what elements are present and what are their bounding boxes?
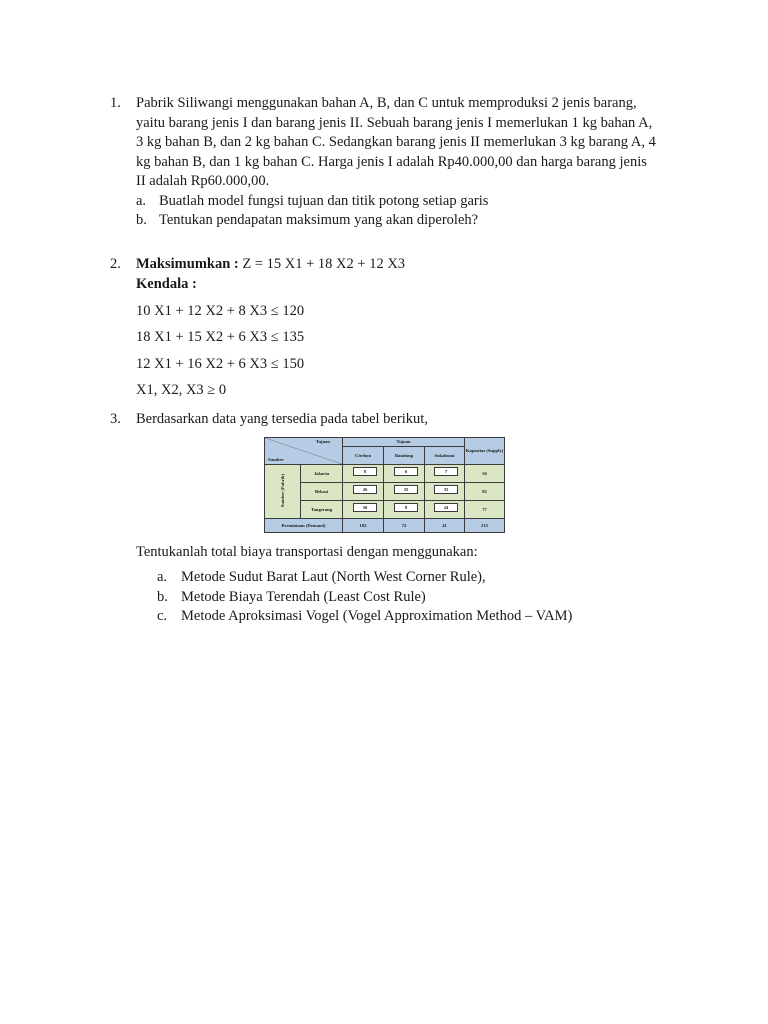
demand-value: 41 bbox=[425, 519, 465, 533]
cost-value: 50 bbox=[353, 503, 377, 512]
cost-value: 26 bbox=[353, 485, 377, 494]
supply-value: 77 bbox=[465, 501, 505, 519]
cost-cell bbox=[384, 501, 425, 519]
q1-item-a bbox=[136, 192, 690, 212]
supply-value: 56 bbox=[465, 465, 505, 483]
method-text: Metode Sudut Barat Laut (North West Corner Rule), bbox=[181, 569, 486, 585]
q1-line: yaitu barang jenis I dan barang jenis II. Sebuah barang jenis I memerlukan 1 kg bahan A, bbox=[136, 114, 653, 131]
transport-table bbox=[264, 437, 505, 533]
method-item bbox=[157, 607, 657, 627]
objective-line bbox=[136, 255, 690, 275]
source-group-label: Sumber (Pabrik) bbox=[279, 474, 285, 508]
question-2 bbox=[110, 255, 690, 294]
q1-item-b bbox=[136, 211, 690, 231]
method-item bbox=[157, 568, 657, 588]
cost-cell bbox=[343, 501, 384, 519]
method-letter: a. bbox=[157, 569, 168, 585]
demand-value: 102 bbox=[343, 519, 384, 533]
cost-cell bbox=[343, 465, 384, 483]
destination-header: Cirebon bbox=[343, 447, 384, 465]
question-1 bbox=[110, 94, 690, 231]
cost-value: 24 bbox=[434, 503, 458, 512]
cost-cell bbox=[425, 483, 465, 501]
q1-line: II adalah Rp60.000,00. bbox=[136, 173, 270, 189]
question-2-number: 2. bbox=[110, 256, 121, 272]
cost-cell bbox=[425, 465, 465, 483]
question-3-number: 3. bbox=[110, 411, 121, 427]
objective-label: Maksimumkan : bbox=[136, 256, 239, 272]
cost-value: 7 bbox=[434, 467, 458, 476]
source-name: Bekasi bbox=[301, 483, 343, 501]
methods-list bbox=[157, 568, 657, 627]
cost-value: 25 bbox=[394, 485, 418, 494]
source-name: Jakarta bbox=[301, 465, 343, 483]
cost-value: 8 bbox=[394, 503, 418, 512]
q1-item-text: Buatlah model fungsi tujuan dan titik potong setiap garis bbox=[159, 192, 489, 209]
method-text: Metode Biaya Terendah (Least Cost Rule) bbox=[181, 588, 426, 605]
demand-value: 72 bbox=[384, 519, 425, 533]
cost-cell bbox=[384, 483, 425, 501]
q1-line: kg bahan B, dan 1 kg bahan C. Harga jenis I adalah Rp40.000,00 dan harga barang jenis bbox=[136, 153, 647, 170]
source-group-header bbox=[265, 465, 301, 519]
destination-group-header: Tujuan bbox=[343, 438, 465, 447]
q1-line: Pabrik Siliwangi menggunakan bahan A, B, dan C untuk memproduksi 2 jenis barang, bbox=[136, 95, 637, 111]
cost-value: 6 bbox=[394, 467, 418, 476]
q1-item-letter: a. bbox=[136, 192, 147, 209]
corner-top-label: Tujuan bbox=[315, 439, 330, 444]
question-3-text: Berdasarkan data yang tersedia pada tabel berikut, bbox=[136, 411, 428, 427]
demand-label: Permintaan (Demand) bbox=[265, 519, 343, 533]
method-letter: b. bbox=[157, 588, 168, 605]
cost-value: 35 bbox=[434, 485, 458, 494]
constraints-label: Kendala : bbox=[136, 275, 197, 292]
source-name: Tangerang bbox=[301, 501, 343, 519]
method-letter: c. bbox=[157, 608, 168, 624]
destination-header: Sukabumi bbox=[425, 447, 465, 465]
cost-value: 8 bbox=[353, 467, 377, 476]
method-item bbox=[157, 588, 657, 608]
q1-line: 3 kg bahan B, dan 2 kg bahan C. Sedangkan barang jenis II memerlukan 3 kg barang A, 4 bbox=[136, 134, 656, 150]
table-corner bbox=[265, 438, 343, 465]
total-value: 215 bbox=[465, 519, 505, 533]
capacity-header: Kapasitas (Supply) bbox=[465, 438, 505, 465]
q1-item-letter: b. bbox=[136, 212, 147, 228]
constraint-nonneg: X1, X2, X3 ≥ 0 bbox=[136, 382, 227, 398]
method-text: Metode Aproksimasi Vogel (Vogel Approximation Method – VAM) bbox=[181, 608, 573, 624]
corner-bottom-label: Sumber bbox=[268, 456, 284, 462]
constraint-2: 18 X1 + 15 X2 + 6 X3 ≤ 135 bbox=[136, 329, 305, 345]
question-1-number: 1. bbox=[110, 95, 121, 111]
objective-function: Z = 15 X1 + 18 X2 + 12 X3 bbox=[242, 256, 406, 272]
cost-cell bbox=[425, 501, 465, 519]
constraint-1: 10 X1 + 12 X2 + 8 X3 ≤ 120 bbox=[136, 303, 305, 319]
q1-item-text: Tentukan pendapatan maksimum yang akan diperoleh? bbox=[159, 212, 479, 228]
cost-cell bbox=[343, 483, 384, 501]
cost-cell bbox=[384, 465, 425, 483]
destination-header: Bandung bbox=[384, 447, 425, 465]
constraint-3: 12 X1 + 16 X2 + 6 X3 ≤ 150 bbox=[136, 356, 305, 372]
supply-value: 82 bbox=[465, 483, 505, 501]
question-3 bbox=[110, 410, 690, 430]
methods-intro: Tentukanlah total biaya transportasi dengan menggunakan: bbox=[136, 544, 478, 560]
